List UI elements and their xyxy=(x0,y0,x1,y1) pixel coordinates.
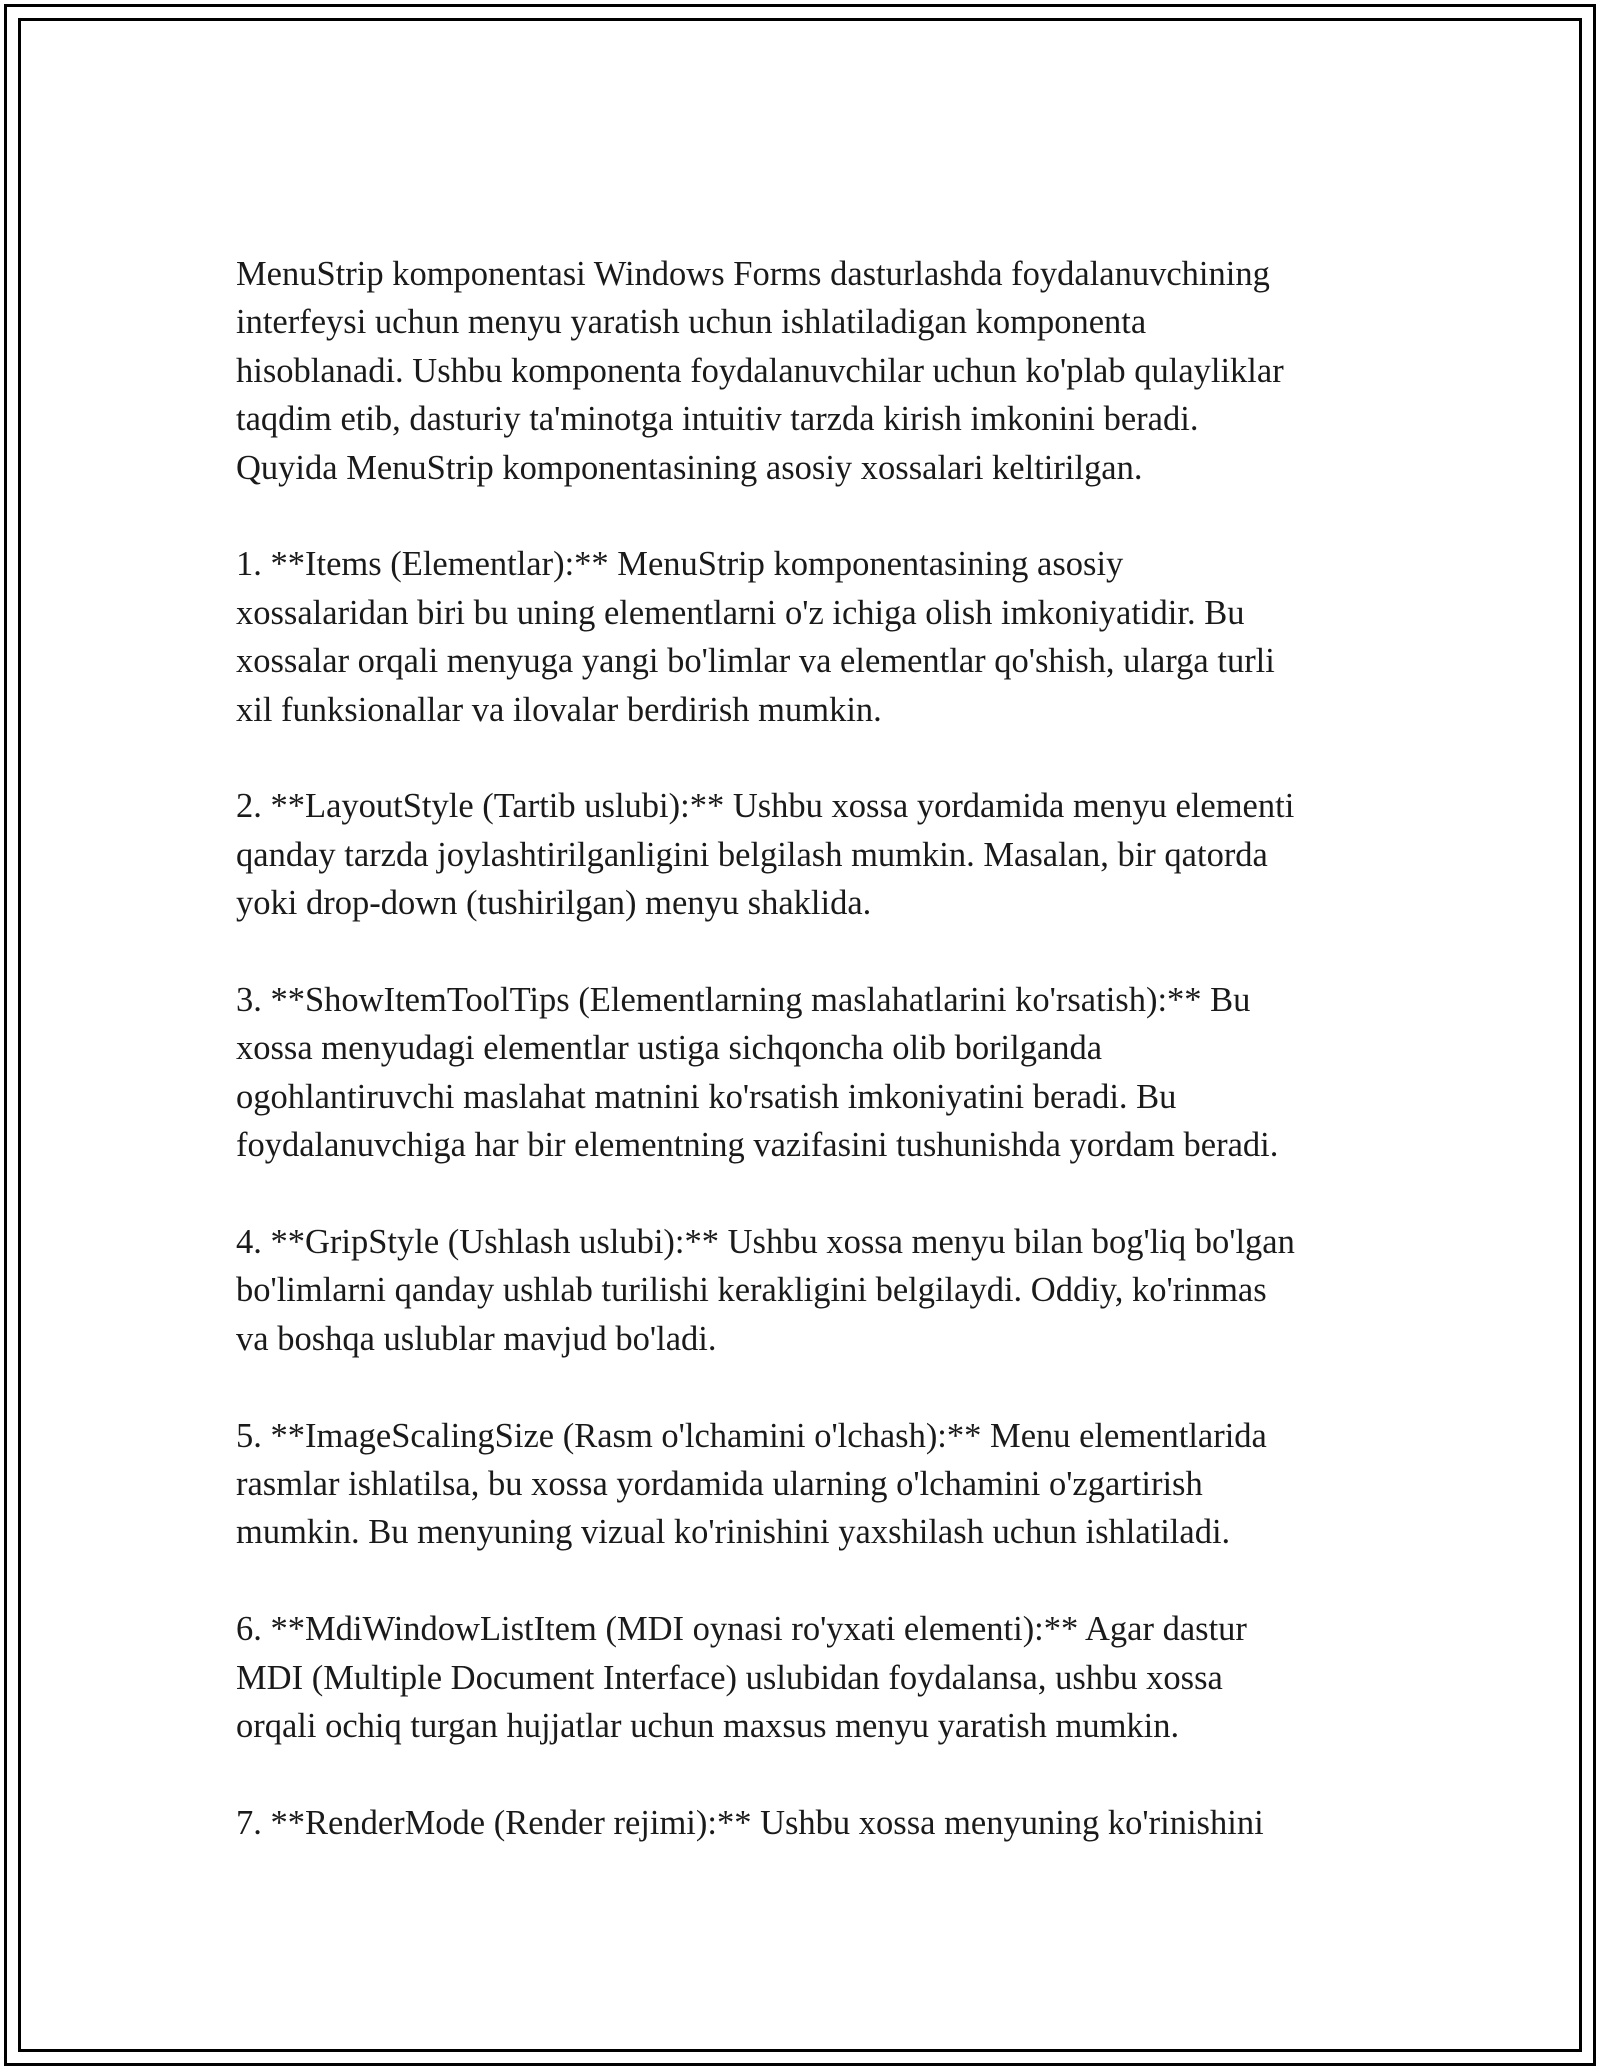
text-line: va boshqa uslublar mavjud bo'ladi. xyxy=(236,1319,717,1358)
text-line: hisoblanadi. Ushbu komponenta foydalanuvchilar uchun ko'plab qulayliklar xyxy=(236,351,1284,390)
text-line: 6. **MdiWindowListItem (MDI oynasi ro'yxati elementi):** Agar dastur xyxy=(236,1610,1247,1649)
text-line: xossalar orqali menyuga yangi bo'limlar va elementlar qo'shish, ularga turli xyxy=(236,642,1275,681)
text-line: xil funksionallar va ilovalar berdirish mumkin. xyxy=(236,690,882,729)
property-mdiwindowlistitem-paragraph xyxy=(236,1605,1376,1750)
text-line: 1. **Items (Elementlar):** MenuStrip komponentasining asosiy xyxy=(236,545,1124,584)
text-line: xossalaridan biri bu uning elementlarni o'z ichiga olish imkoniyatidir. Bu xyxy=(236,593,1245,632)
text-line: MenuStrip komponentasi Windows Forms dasturlashda foydalanuvchining xyxy=(236,255,1270,293)
text-line: 3. **ShowItemToolTips (Elementlarning maslahatlarini ko'rsatish):** Bu xyxy=(236,981,1251,1020)
property-imagescalingsize-paragraph xyxy=(236,1412,1376,1557)
property-layoutstyle-paragraph xyxy=(236,782,1376,927)
text-line: ogohlantiruvchi maslahat matnini ko'rsatish imkoniyatini beradi. Bu xyxy=(236,1077,1177,1116)
text-line: xossa menyudagi elementlar ustiga sichqoncha olib borilganda xyxy=(236,1029,1103,1068)
text-line: 5. **ImageScalingSize (Rasm o'lchamini o'lchash):** Menu elementlarida xyxy=(236,1416,1267,1455)
text-line: MDI (Multiple Document Interface) uslubidan foydalansa, ushbu xossa xyxy=(236,1658,1223,1697)
text-line: orqali ochiq turgan hujjatlar uchun maxsus menyu yaratish mumkin. xyxy=(236,1707,1180,1746)
text-line: 7. **RenderMode (Render rejimi):** Ushbu xossa menyuning ko'rinishini xyxy=(236,1803,1264,1842)
text-line: qanday tarzda joylashtirilganligini belgilash mumkin. Masalan, bir qatorda xyxy=(236,835,1268,874)
text-line: 4. **GripStyle (Ushlash uslubi):** Ushbu xossa menyu bilan bog'liq bo'lgan xyxy=(236,1223,1295,1262)
document-body xyxy=(236,250,1376,1896)
property-items-paragraph xyxy=(236,540,1376,734)
text-line: 2. **LayoutStyle (Tartib uslubi):** Ushbu xossa yordamida menyu elementi xyxy=(236,787,1295,826)
property-showitemtooltips-paragraph xyxy=(236,976,1376,1170)
text-line: Quyida MenuStrip komponentasining asosiy xossalari keltirilgan. xyxy=(236,448,1143,487)
text-line: rasmlar ishlatilsa, bu xossa yordamida ularning o'lchamini o'zgartirish xyxy=(236,1465,1203,1504)
text-line: taqdim etib, dasturiy ta'minotga intuitiv tarzda kirish imkonini beradi. xyxy=(236,400,1199,439)
property-gripstyle-paragraph xyxy=(236,1218,1376,1363)
property-rendermode-paragraph xyxy=(236,1799,1376,1847)
text-line: yoki drop-down (tushirilgan) menyu shaklida. xyxy=(236,884,872,923)
text-line: bo'limlarni qanday ushlab turilishi kerakligini belgilaydi. Oddiy, ko'rinmas xyxy=(236,1271,1267,1310)
text-line: foydalanuvchiga har bir elementning vazifasini tushunishda yordam beradi. xyxy=(236,1126,1279,1165)
text-line: interfeysi uchun menyu yaratish uchun ishlatiladigan komponenta xyxy=(236,303,1147,342)
intro-paragraph xyxy=(236,250,1376,492)
text-line: mumkin. Bu menyuning vizual ko'rinishini yaxshilash uchun ishlatiladi. xyxy=(236,1513,1231,1552)
